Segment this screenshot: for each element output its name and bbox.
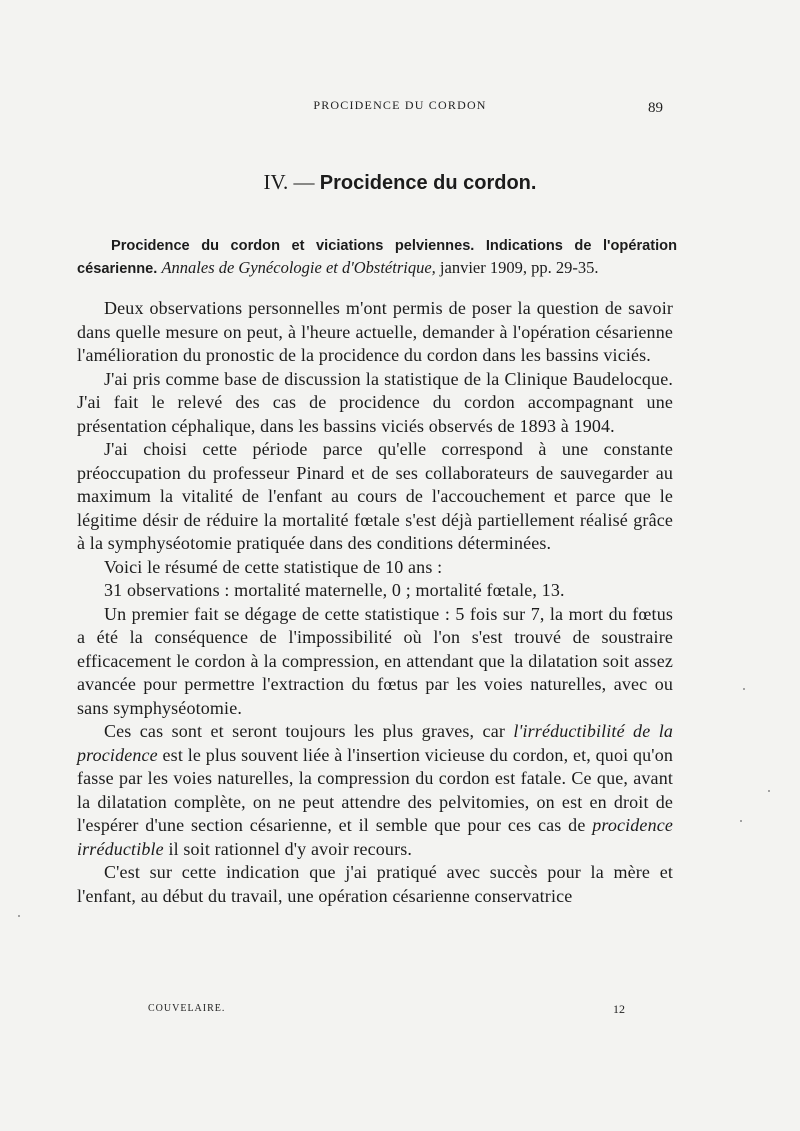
paragraph-2: J'ai pris comme base de discussion la statistique de la Clinique Baudelocque. J'ai fait le relevé des cas de procidence du cordon accompagnant une présentation céphalique, dans les bassins viciés observés de 1893 à 1904.: [77, 368, 673, 436]
paragraph-5: 31 observations : mortalité maternelle, 0 ; mortalité fœtale, 13.: [104, 580, 565, 600]
paragraph-7-emphasis-1: l'irréductibilité de la procidence: [77, 721, 673, 765]
paragraph-7-emphasis-2: procidence irréductible: [77, 815, 673, 859]
paragraph-7: [77, 720, 673, 861]
paragraph-7-part-c: il soit rationnel d'y avoir recours.: [163, 838, 413, 859]
paragraph-7-part-b: est le plus souvent liée à l'insertion vicieuse du cordon, et, quoi qu'on fasse par les voies naturelles, la compression du cordon est fatale. Ce que, avant la dilatation complète, on ne peut attendre des pelvitomies, on est en droit de l'espérer d'une section césarienne, et il semble que pour ces cas de: [77, 744, 673, 835]
running-head: PROCIDENCE DU CORDON: [313, 98, 487, 112]
paper-speck: [768, 790, 770, 792]
chapter-number: IV. —: [263, 170, 315, 194]
paragraph-8: C'est sur cette indication que j'ai pratiqué avec succès pour la mère et l'enfant, au début du travail, une opération césarienne conservatrice: [77, 862, 673, 906]
footer-author: COUVELAIRE.: [148, 1003, 226, 1014]
reference-title: Procidence du cordon et viciations pelviennes. Indications de l'opération césarienne.: [77, 238, 677, 277]
paper-speck: [18, 915, 20, 917]
footer-signature: 12: [613, 1002, 625, 1016]
chapter-heading: Procidence du cordon.: [319, 172, 537, 194]
body-text: [77, 297, 673, 908]
paragraph-1: Deux observations personnelles m'ont permis de poser la question de savoir dans quelle mesure on peut, à l'heure actuelle, demander à l'opération césarienne l'amélioration du pronostic de la procidence du cordon dans les bassins viciés.: [77, 298, 673, 365]
paper-speck: [743, 688, 745, 690]
paragraph-4: Voici le résumé de cette statistique de 10 ans :: [104, 556, 443, 577]
page-number: 89: [648, 100, 663, 116]
bibliographic-reference: [77, 234, 677, 280]
paragraph-7-part-a: Ces cas sont et seront toujours les plus graves, car: [104, 721, 514, 741]
chapter-title: [0, 170, 800, 195]
reference-journal: Annales de Gynécologie et d'Obstétrique,: [161, 258, 436, 277]
paper-speck: [740, 820, 742, 822]
paragraph-3: J'ai choisi cette période parce qu'elle correspond à une constante préoccupation du professeur Pinard et de ses collaborateurs de sauvegarder au maximum la vitalité de l'enfant au cours de l'accouchement et parce que le légitime désir de réduire la mortalité fœtale s'est déjà partiellement réalisé grâce à la symphyséotomie pratiquée dans des conditions déterminées.: [77, 439, 673, 553]
reference-date-pages: janvier 1909, pp. 29-35.: [439, 258, 599, 277]
paragraph-6: Un premier fait se dégage de cette statistique : 5 fois sur 7, la mort du fœtus a été la conséquence de l'impossibilité où l'on s'est trouvé de soustraire efficacement le cordon à la compression, en attendant que la dilatation soit assez avancée pour permettre l'extraction du fœtus par les voies naturelles, avec ou sans symphyséotomie.: [77, 603, 673, 718]
